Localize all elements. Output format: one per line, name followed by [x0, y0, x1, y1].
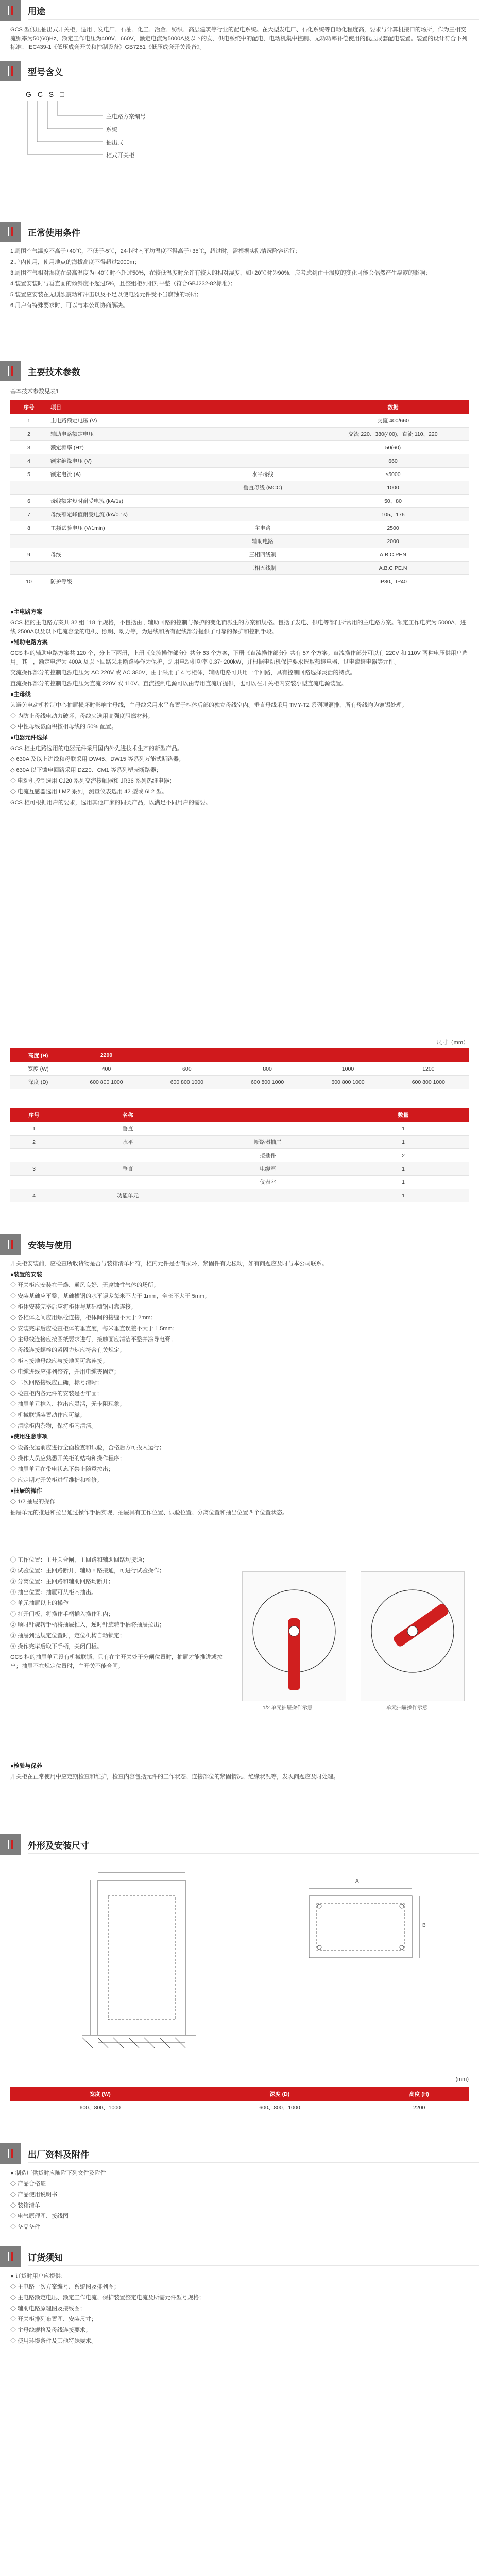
table-cell: 2500: [317, 521, 469, 535]
list-item: ◇ 1/2 抽屉的操作: [10, 1499, 56, 1505]
model-label-system: 系统: [106, 127, 117, 133]
table-cell: 3: [10, 1162, 58, 1176]
condition-item: 1.周围空气温度不高于+40℃，不低于-5℃，24小时内平均温度不得高于+35℃，超过时，需根据实际情况降容运行；: [10, 248, 301, 255]
table-row: [10, 481, 469, 495]
table-header-cell: 序号: [10, 1108, 58, 1122]
table-cell: IP30、IP40: [317, 575, 469, 588]
condition-item: 4.装置安装时与垂直面的倾斜度不超过5%，且整组柜列相对平整（符合GBJ232-82标准）；: [10, 281, 236, 287]
table-header-cell: 名称: [58, 1108, 198, 1122]
table-row: [10, 548, 469, 562]
table-row: [10, 428, 469, 441]
list-item: ◇ 使用环境条件及其他特殊要求。: [10, 2338, 97, 2344]
table-cell: A.B.C.PE.N: [317, 562, 469, 575]
model-code-diagram: [26, 90, 232, 214]
section-title: 出厂资料及附件: [28, 2149, 89, 2160]
section-header-usage: [0, 0, 479, 21]
outline-table-header: [10, 2087, 469, 2101]
list-item: ◇ 产品使用说明书: [10, 2192, 58, 2198]
table-header-cell: [208, 400, 317, 414]
table-cell: ≤5000: [317, 468, 469, 481]
figure-caption: 1/2 单元抽屉操作示意: [263, 1705, 313, 1711]
subheading: ●装置的安装: [10, 1272, 42, 1278]
table-header-cell: 序号: [10, 400, 47, 414]
table-cell: 600、800、1000: [10, 2101, 190, 2114]
table-cell: 垂直: [58, 1162, 198, 1176]
list-item: ◇ 辅助电路原理图及接线图；: [10, 2306, 86, 2312]
list-item: ◇ 产品合格证: [10, 2181, 46, 2187]
list-item: ◇ 安装基础应平整，基础槽钢的水平误差每米不大于 1mm，全长不大于 5mm；: [10, 1293, 211, 1299]
table-cell: [10, 1176, 58, 1189]
table-cell: 额定绝缘电压 (V): [47, 454, 208, 468]
list-item: ◇ 主电路额定电压、额定工作电流、保护装置整定电流及所需元件型号规格；: [10, 2295, 205, 2301]
table-row: [10, 1076, 469, 1089]
spec-table: [10, 400, 469, 588]
usage-text: [10, 26, 469, 54]
list-item: ◇ 开关柜应安装在干燥、通风良好、无腐蚀性气体的场所；: [10, 1282, 160, 1289]
list-item: ◇ 操作人员应熟悉开关柜的结构和操作程序；: [10, 1455, 126, 1462]
table-cell: 4: [10, 454, 47, 468]
documents-list: [10, 2169, 469, 2234]
list-item: ② 试验位置：主回路断开，辅助回路接通，可进行试验操作；: [10, 1568, 165, 1574]
section-title: 主要技术参数: [28, 367, 80, 377]
table-header-cell: 数量: [338, 1108, 469, 1122]
list-item: ① 打开门板，将操作手柄插入操作孔内；: [10, 1611, 114, 1617]
paragraph: GCS 柜的主电路方案共 32 组 118 个规格，不包括由于辅助回路的控制与保护的变化而派生的方案和规格。包括了发电、供电等部门所常用的主电路方案。额定工作电流为 5000A、进线 2500A以及以下电流容量的电机、照明、动力等，为进线和所有配线部分提供了可靠的保护和控制手段。: [10, 620, 466, 635]
list-item: ◇ 中性母线截面积按相母线的 50% 配置。: [10, 724, 117, 730]
subheading: ●辅助电路方案: [10, 639, 48, 646]
table-cell: 母线额定峰值耐受电流 (kA/0.1s): [47, 508, 208, 521]
table-cell: 深度 (D): [10, 1076, 66, 1089]
paragraph: GCS 柜的抽屉单元设有机械联锁，只有在主开关处于分闸位置时，抽屉才能推进或拉出；抽屉不在规定位置时，主开关不能合闸。: [10, 1654, 223, 1669]
table-cell: [198, 1189, 338, 1202]
section-icon: [0, 2246, 21, 2267]
subheading: ●抽屉的操作: [10, 1488, 42, 1494]
ordering-list: [10, 2272, 469, 2348]
section-title: 订货须知: [28, 2252, 63, 2263]
list-item: ◇ 柜体安装完毕后应将柜体与基础槽钢可靠连接；: [10, 1304, 137, 1310]
section-header-conditions: [0, 222, 479, 242]
table-header-cell: 数据: [317, 400, 469, 414]
table-cell: 600 800 1000: [388, 1076, 469, 1089]
table-cell: 50、80: [317, 495, 469, 508]
table-cell: 辅助电路额定电压: [47, 428, 208, 441]
table-cell: 电缆室: [198, 1162, 338, 1176]
dimension-table: [10, 1048, 469, 1089]
list-item: ◇ 应定期对开关柜进行维护和检修。: [10, 1477, 103, 1483]
table-cell: 1: [338, 1136, 469, 1149]
table-cell: 接插件: [198, 1149, 338, 1162]
table-cell: 1200: [388, 1062, 469, 1076]
scheme-text: [10, 608, 469, 809]
module-table: [10, 1108, 469, 1202]
table-cell: 额定电流 (A): [47, 468, 208, 481]
table-cell: [10, 535, 47, 548]
dimension-caption: 尺寸（mm）: [436, 1040, 469, 1046]
section-icon: [0, 1234, 21, 1255]
table-cell: 6: [10, 495, 47, 508]
table-cell: 9: [10, 548, 47, 562]
table-cell: [208, 454, 317, 468]
figure-caption: 单元抽屉操作示意: [386, 1705, 427, 1711]
table-cell: 水平母线: [208, 468, 317, 481]
section-header-ordering: [0, 2246, 479, 2267]
table-cell: 1: [338, 1122, 469, 1136]
table-cell: [208, 441, 317, 454]
list-item: ◇ 柜内接地母线应与接地网可靠连接；: [10, 1358, 109, 1364]
paragraph: 直流操作部分的控制电源电压为直流 220V 或 110V。直流控制电源可以由专用直流屏提供，也可以在开关柜内安装小型直流电源装置。: [10, 681, 347, 687]
base-channel-svg: [288, 1865, 433, 2061]
subheading: ●主母线: [10, 691, 31, 698]
table-header-cell: [307, 1048, 388, 1062]
table-cell: 7: [10, 508, 47, 521]
table-cell: 10: [10, 575, 47, 588]
table-header-cell: [388, 1048, 469, 1062]
table-cell: [208, 414, 317, 428]
table-header-cell: 高度 (H): [369, 2087, 469, 2101]
table-row: [10, 575, 469, 588]
table-cell: A.B.C.PEN: [317, 548, 469, 562]
list-item: ◇ 二次回路接线应正确，标号清晰；: [10, 1380, 103, 1386]
list-item: ◇ 630A 及以上进线和母联采用 DW45、DW15 等系列万能式断路器；: [10, 756, 184, 762]
table-cell: 50(60): [317, 441, 469, 454]
list-item: ◇ 装箱清单: [10, 2202, 41, 2209]
paragraph: 为避免电动机控制中心抽屉损坏时影响主母线，主母线采用水平布置于柜体后部的独立母线室内。垂直母线采用 TMY-T2 系列硬铜排，所有母线均为镀锡处理。: [10, 702, 407, 708]
install-text: [10, 1260, 469, 1519]
table-cell: 1: [10, 414, 47, 428]
condition-item: 5.装置应安装在无剧烈震动和冲击以及不足以使电器元件受不当腐蚀的场所；: [10, 292, 202, 298]
condition-item: 2.户内使用，使用地点的海拔高度不得超过2000m；: [10, 259, 140, 265]
table-row: [10, 1149, 469, 1162]
list-item: ◇ 抽屉单元在带电状态下禁止随意拉出；: [10, 1466, 114, 1472]
list-item: ◇ 主电路一次方案编号、系统图及排列图；: [10, 2284, 120, 2290]
dimension-label-b: B: [422, 1923, 426, 1928]
paragraph: GCS 柜的辅助电路方案共 120 个，分上下两册，上册《交流操作部分》共分 63 个方案，下册《直流操作部分》共有 57 个方案。直流操作部分可以有 220V 和 110V 两种电压供用户选用。其中，额定电流为 400A 及以下回路采用断路器作为保护，适用电动机功率 0.37~200kW，并根据电动机保护要求选取热继电器、过电流继电器等元件。: [10, 650, 468, 665]
table-cell: 功能单元: [58, 1189, 198, 1202]
table-cell: 仪表室: [198, 1176, 338, 1189]
section-icon: [0, 61, 21, 81]
table-cell: 2: [338, 1149, 469, 1162]
conditions-list: [10, 247, 469, 312]
section-header-specs: [0, 361, 479, 381]
list-item: ◇ 主母线规格及母线连接要求；: [10, 2327, 92, 2333]
section-icon: [0, 2143, 21, 2164]
list-item: ◇ 母线连接螺栓的紧固力矩应符合有关规定；: [10, 1347, 126, 1353]
table-header-cell: [227, 1048, 307, 1062]
table-cell: 防护等级: [47, 575, 208, 588]
dimension-label-a: A: [355, 1878, 359, 1884]
table-row: [10, 414, 469, 428]
section-icon: [0, 361, 21, 381]
table-header-cell: 项目: [47, 400, 208, 414]
table-cell: 600 800 1000: [307, 1076, 388, 1089]
section-header-dimensions: [0, 1834, 479, 1855]
condition-item: 3.周围空气相对湿度在最高温度为+40℃时不超过50%，在较低温度时允许有较大的相对湿度，如+20℃时为90%，应考虑到由于温度的变化可能会偶然产生凝露的影响；: [10, 270, 431, 276]
list-item: ◇ 机械联锁装置动作应可靠；: [10, 1412, 86, 1418]
table-row: [10, 1162, 469, 1176]
section-header-documents: [0, 2143, 479, 2164]
table-row: [10, 521, 469, 535]
section-header-model: [0, 61, 479, 81]
paragraph: GCS 柜主电路选用的电器元件采用国内外先进技术生产的新型产品。: [10, 745, 183, 752]
paragraph: 开关柜安装前，应检查所收货物是否与装箱清单相符，柜内元件是否有损坏，紧固件有无松动，如有问题应及时与本公司联系。: [10, 1261, 328, 1267]
handle-drawing: [361, 1572, 464, 1701]
section-title: 用途: [28, 6, 45, 16]
cabinet-outline-drawing: [62, 1865, 252, 2061]
table-cell: 2: [10, 428, 47, 441]
paragraph: ● 订货时用户应提供：: [10, 2273, 66, 2279]
table-cell: 2200: [369, 2101, 469, 2114]
table-row: [10, 1122, 469, 1136]
table-cell: [10, 481, 47, 495]
table-cell: 105、176: [317, 508, 469, 521]
table-cell: 垂直母线 (MCC): [208, 481, 317, 495]
list-item: ◇ 主母线连接应按图纸要求进行，接触面应清洁平整并涂导电膏；: [10, 1336, 177, 1343]
list-item: ◇ 备品备件: [10, 2224, 41, 2230]
specs-caption: 基本技术参数见表1: [10, 388, 59, 395]
section-icon: [0, 0, 21, 21]
table-cell: [208, 575, 317, 588]
table-header-cell: 高度 (H): [10, 1048, 66, 1062]
section-title: 安装与使用: [28, 1240, 72, 1250]
table-cell: 主电路额定电压 (V): [47, 414, 208, 428]
list-item: ◇ 630A 以下馈电回路采用 DZ20、CM1 等系列塑壳断路器；: [10, 767, 162, 773]
handle-figure-full: [361, 1571, 465, 1701]
list-item: ◇ 设备投运前应进行全面检查和试验，合格后方可投入运行；: [10, 1445, 165, 1451]
table-row: [10, 535, 469, 548]
list-item: ③ 抽屉到达规定位置时，定位机构自动锁定；: [10, 1633, 126, 1639]
table-cell: 1: [338, 1162, 469, 1176]
table-cell: [47, 562, 208, 575]
table-cell: 额定频率 (Hz): [47, 441, 208, 454]
list-item: ◇ 电流互感器选用 LMZ 系列，测量仪表选用 42 型或 6L2 型。: [10, 789, 167, 795]
table-cell: 母线: [47, 548, 208, 562]
table-cell: 1000: [307, 1062, 388, 1076]
table-cell: 工频试验电压 (V/1min): [47, 521, 208, 535]
table-cell: 断路器抽屉: [198, 1136, 338, 1149]
module-table-header: [10, 1108, 469, 1122]
list-item: ◇ 电动机控制选用 CJ20 系列交流接触器和 JR36 系列热继电器；: [10, 778, 175, 784]
table-cell: 交流 400/660: [317, 414, 469, 428]
subheading: ●检验与保养: [10, 1763, 42, 1769]
subheading: ●电器元件选择: [10, 735, 48, 741]
subheading: ●使用注意事项: [10, 1434, 48, 1440]
outline-table: [10, 2087, 469, 2114]
table-header-cell: [147, 1048, 227, 1062]
table-cell: 辅助电路: [208, 535, 317, 548]
handle-figure-half: [242, 1571, 346, 1701]
table-cell: [208, 495, 317, 508]
table-row: [10, 1176, 469, 1189]
list-item: ◇ 开关柜排列布置图、安装尺寸；: [10, 2316, 97, 2323]
table-cell: 三相四线制: [208, 548, 317, 562]
base-channel-drawing: [288, 1865, 433, 2061]
cabinet-outline-svg: [62, 1865, 252, 2061]
table-cell: 1: [338, 1176, 469, 1189]
table-row: [10, 495, 469, 508]
maintenance-text: [10, 1762, 469, 1784]
list-item: ◇ 检查柜内各元件的安装是否牢固；: [10, 1391, 103, 1397]
paragraph: 抽屉单元的推进和拉出通过操作手柄实现，抽屉具有工作位置、试验位置、分离位置和抽出位置四个位置状态。: [10, 1510, 288, 1516]
section-title: 正常使用条件: [28, 228, 80, 238]
section-icon: [0, 1834, 21, 1855]
table-cell: [208, 428, 317, 441]
list-item: ◇ 为防止母线电动力破坏，母线夹选用高强度阻燃材料；: [10, 713, 154, 719]
table-row: [10, 562, 469, 575]
table-cell: 660: [317, 454, 469, 468]
table-cell: 800: [227, 1062, 307, 1076]
table-cell: 600 800 1000: [66, 1076, 146, 1089]
table-cell: 三相五线制: [208, 562, 317, 575]
table-cell: 1000: [317, 481, 469, 495]
model-code: G C S □: [26, 90, 66, 98]
table-cell: 3: [10, 441, 47, 454]
condition-item: 6.用户有特殊要求时，可以与本公司协商解决。: [10, 302, 129, 309]
spec-table-header: [10, 400, 469, 414]
table-cell: [58, 1176, 198, 1189]
table-cell: 2: [10, 1136, 58, 1149]
list-item: ① 工作位置：主开关合闸，主回路和辅助回路均接通；: [10, 1557, 148, 1563]
table-cell: 1: [10, 1122, 58, 1136]
table-row: [10, 1189, 469, 1202]
list-item: ◇ 清除柜内杂物，保持柜内清洁。: [10, 1423, 97, 1429]
paragraph: GCS 柜可根据用户的要求，选用其他厂家的同类产品，以满足不同用户的需要。: [10, 800, 211, 806]
list-item: ◇ 电气原理图、接线图: [10, 2213, 69, 2219]
table-cell: 1: [338, 1189, 469, 1202]
table-cell: 水平: [58, 1136, 198, 1149]
paragraph: 开关柜在正常使用中应定期检查和维护，检查内容包括元件的工作状态、连接部位的紧固情况、绝缘状况等，发现问题应及时处理。: [10, 1774, 339, 1780]
table-cell: 交流 220、380(400)，直流 110、220: [317, 428, 469, 441]
table-cell: 2000: [317, 535, 469, 548]
table-cell: 主电路: [208, 521, 317, 535]
model-label-cabinet: 柜式开关柜: [106, 152, 134, 159]
table-row: [10, 2101, 469, 2114]
table-header-cell: 2200: [66, 1048, 146, 1062]
table-row: [10, 468, 469, 481]
handle-drawing: [243, 1572, 346, 1701]
section-title: 外形及安装尺寸: [28, 1840, 89, 1851]
table-cell: 600、800、1000: [190, 2101, 370, 2114]
table-cell: 垂直: [58, 1122, 198, 1136]
model-label-scheme: 主电路方案编号: [106, 114, 146, 120]
table-cell: 600 800 1000: [147, 1076, 227, 1089]
section-header-install: [0, 1234, 479, 1255]
table-cell: [47, 535, 208, 548]
list-item: ③ 分离位置：主回路和辅助回路均断开；: [10, 1579, 114, 1585]
table-row: [10, 1136, 469, 1149]
table-cell: 400: [66, 1062, 146, 1076]
list-item: ◇ 电缆进线应排列整齐，并用电缆夹固定；: [10, 1369, 120, 1375]
table-cell: [198, 1122, 338, 1136]
table-cell: 8: [10, 521, 47, 535]
table-cell: [208, 508, 317, 521]
section-icon: [0, 222, 21, 242]
table-row: [10, 508, 469, 521]
table-cell: [10, 562, 47, 575]
model-label-drawout: 抽出式: [106, 140, 123, 146]
operation-steps: [10, 1556, 227, 1673]
table-cell: 母线额定短时耐受电流 (kA/1s): [47, 495, 208, 508]
list-item: ④ 操作完毕后取下手柄，关闭门板。: [10, 1643, 103, 1650]
table-cell: 宽度 (W): [10, 1062, 66, 1076]
section-title: 型号含义: [28, 67, 63, 77]
table-cell: 600: [147, 1062, 227, 1076]
table-row: [10, 454, 469, 468]
list-item: ② 顺时针旋转手柄将抽屉推入，逆时针旋转手柄将抽屉拉出；: [10, 1622, 165, 1628]
paragraph: 交流操作部分的控制电源电压为 AC 220V 或 AC 380V，由于采用了 4 号柜体，辅助电路可共用一个回路，具有控制回路选择灵活的特点。: [10, 670, 356, 676]
table-header-cell: 宽度 (W): [10, 2087, 190, 2101]
table-row: [10, 441, 469, 454]
table-cell: [58, 1149, 198, 1162]
list-item: ◇ 安装完毕后应检查柜体的垂直度，每米垂直误差不大于 1.5mm；: [10, 1326, 178, 1332]
list-item: ◇ 各柜体之间应用螺栓连接，柜体间的接缝不大于 2mm；: [10, 1315, 157, 1321]
list-item: ◇ 抽屉单元推入、拉出应灵活，无卡阻现象；: [10, 1401, 126, 1408]
usage-paragraph: GCS 型低压抽出式开关柜，适用于发电厂、石油、化工、冶金、纺织、高层建筑等行业的配电系统。在大型发电厂、石化系统等自动化程度高，要求与计算机接口的场所，作为三相交流频率为50(60)Hz、额定工作电压为400V、660V，额定电流为5000A及以下的发、供电系统中的配电、电动机集中控制、无功功率补偿使用的低压成套配电装置。装置的设计符合下列标准：IEC439-1《低压成套开关和控制设备》GB7251《低压成套开关设备》。: [10, 27, 468, 50]
table-header-cell: 深度 (D): [190, 2087, 370, 2101]
dimension-unit: (mm): [455, 2076, 469, 2082]
table-cell: [47, 481, 208, 495]
table-cell: [10, 1149, 58, 1162]
paragraph: ● 制造厂供货时应随附下列文件及附件: [10, 2170, 106, 2176]
list-item: ◇ 单元抽屉以上的操作: [10, 1600, 69, 1606]
dimension-table-header: [10, 1048, 469, 1062]
table-cell: 4: [10, 1189, 58, 1202]
table-cell: 600 800 1000: [227, 1076, 307, 1089]
subheading: ●主电路方案: [10, 609, 42, 615]
table-row: [10, 1062, 469, 1076]
table-header-cell: [198, 1108, 338, 1122]
list-item: ④ 抽出位置：抽屉可从柜内抽出。: [10, 1589, 97, 1596]
table-cell: 5: [10, 468, 47, 481]
